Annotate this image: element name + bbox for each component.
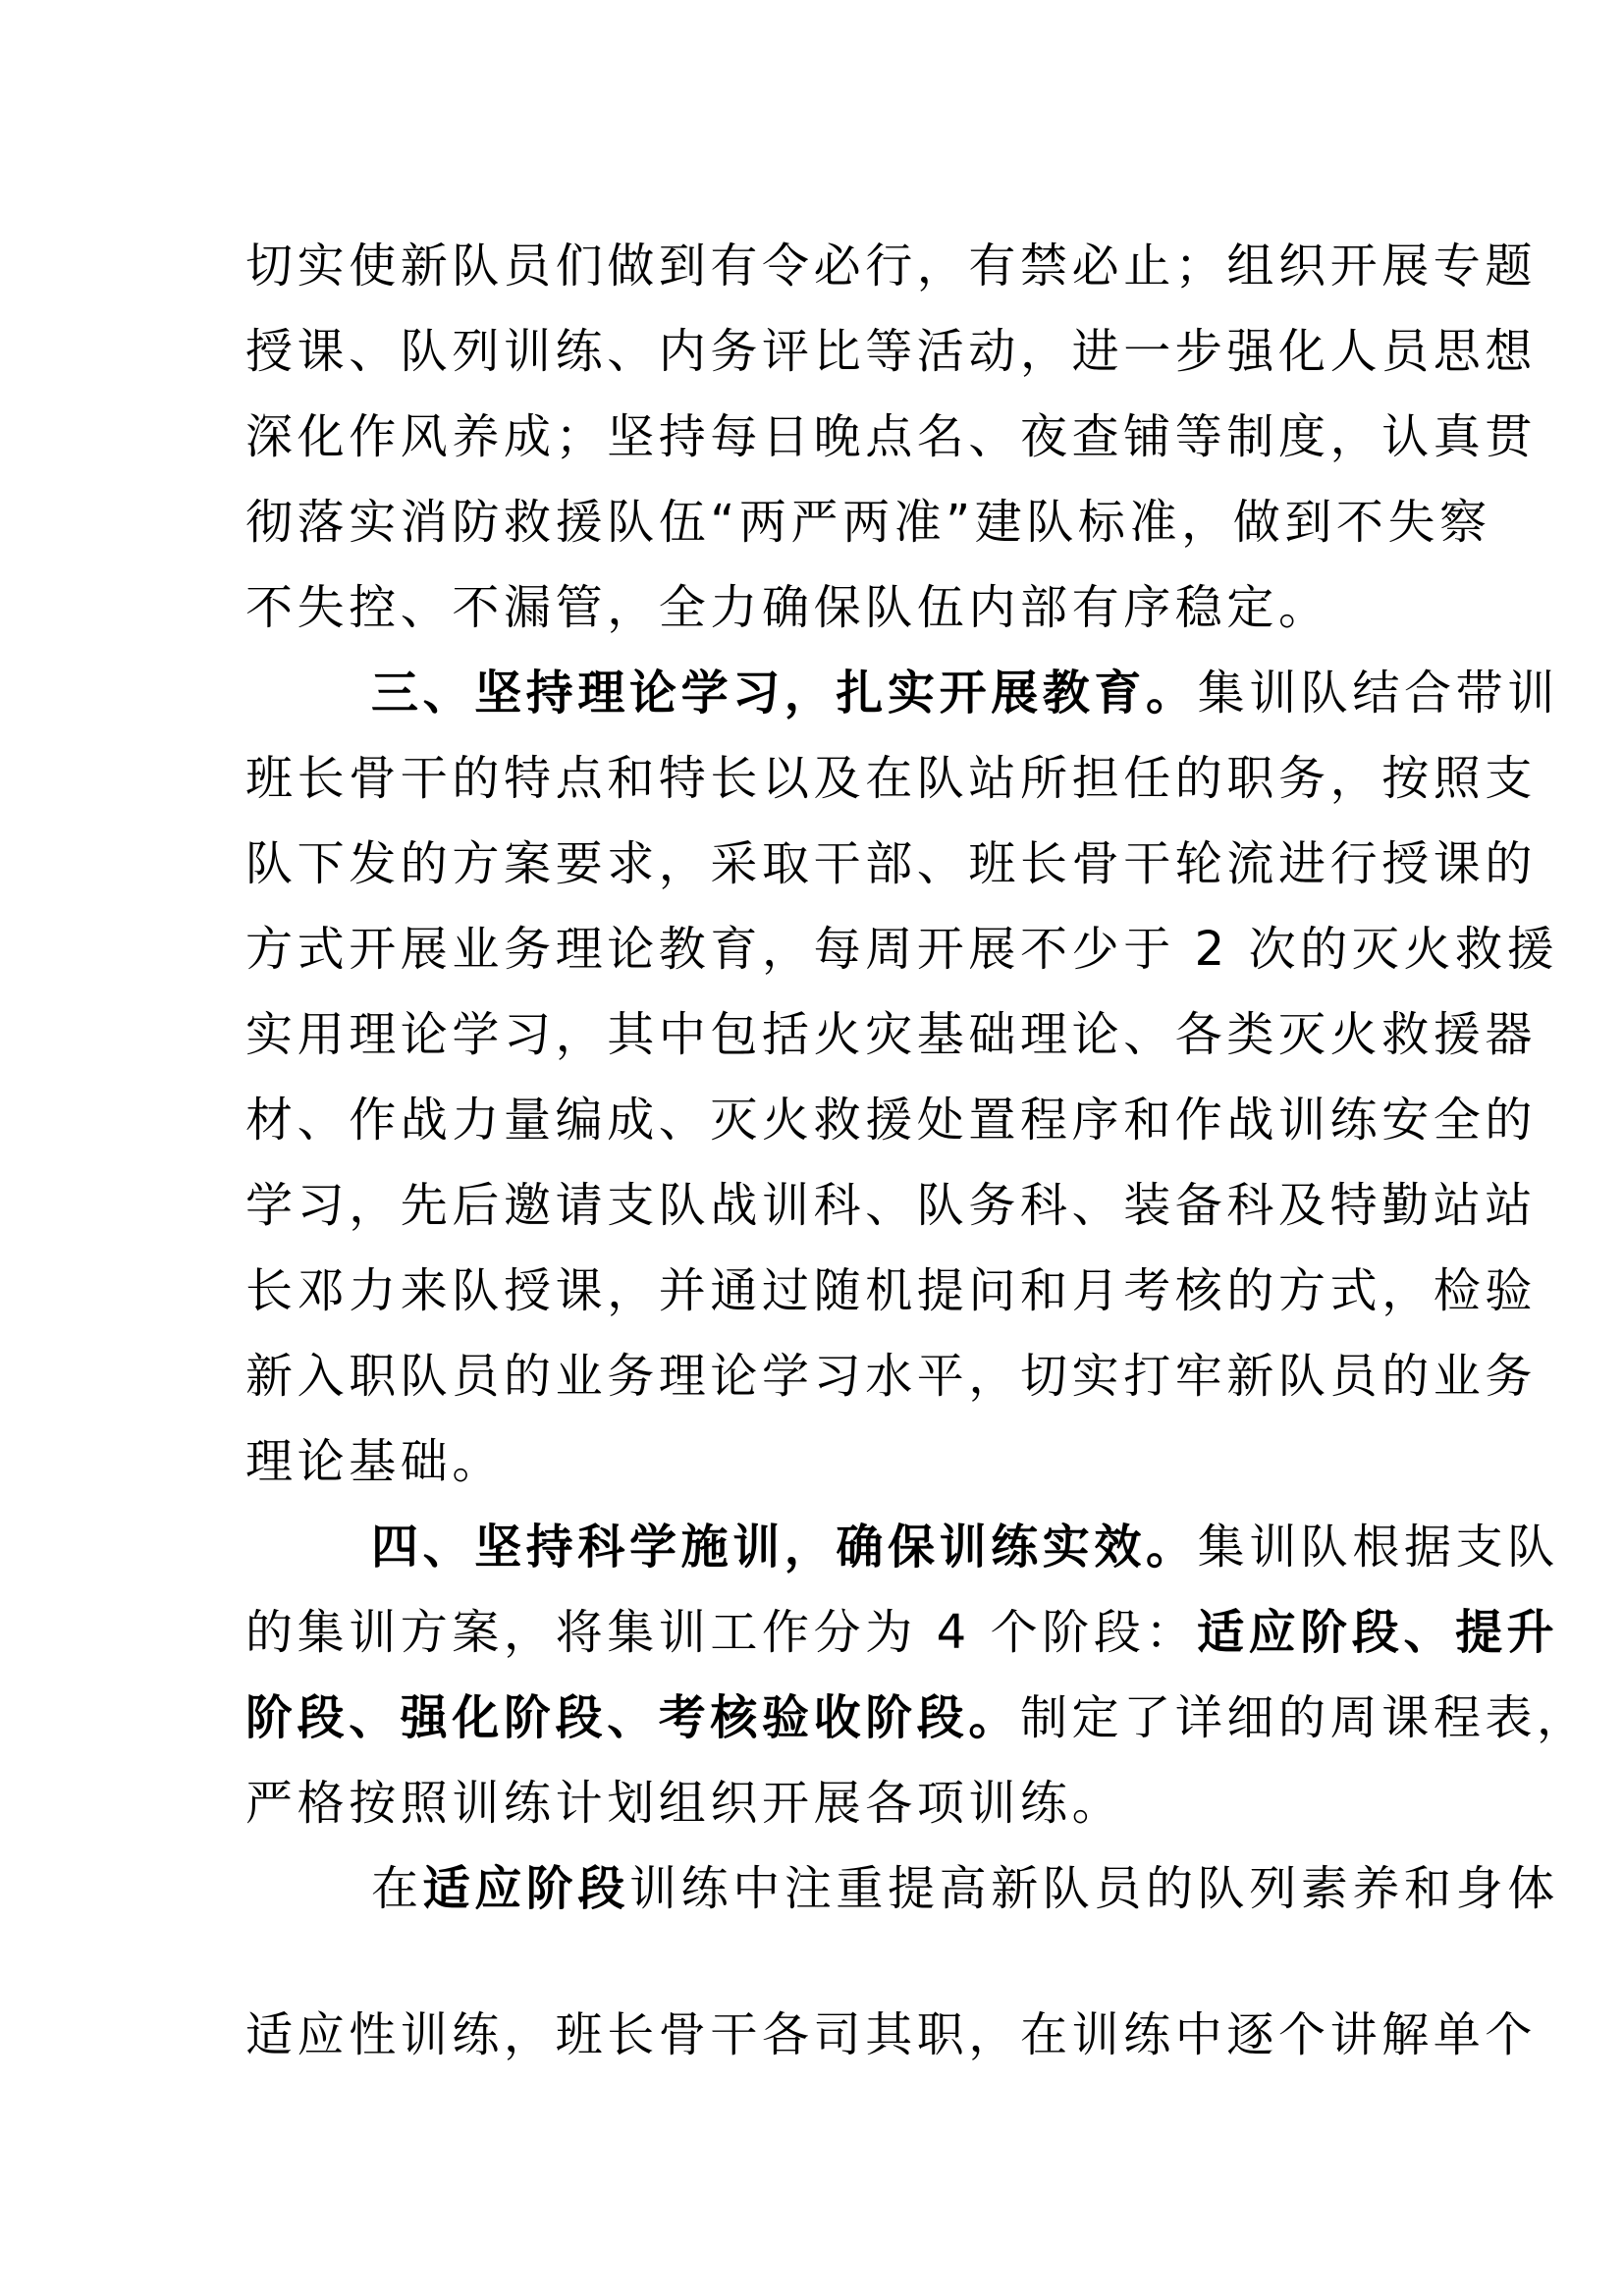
text-line: 实用理论学习，其中包括火灾基础理论、各类灭火救援器 (245, 1007, 1538, 1062)
text-line: 适应性训练，班长骨干各司其职，在训练中逐个讲解单个 (245, 2007, 1538, 2062)
text-line: 不失控、不漏管，全力确保队伍内部有序稳定。 (245, 580, 1330, 635)
text-line: 方式开展业务理论教育，每周开展不少于 2 次的灭火救援 (245, 922, 1559, 977)
document-page (245, 224, 1589, 2078)
section-heading: 四、坚持科学施训，确保训练实效。 (371, 1520, 1198, 1575)
spacer (245, 1932, 1394, 1993)
paragraph-adaptation-stage (245, 1846, 1559, 2078)
text-line (245, 1590, 1559, 1676)
bold-span: 适应阶段 (422, 1861, 630, 1916)
text-line: 队下发的方案要求，采取干部、班长骨干轮流进行授课的 (245, 836, 1538, 891)
bold-span: 适应阶段、提升 (1197, 1605, 1559, 1660)
bold-span: 阶段、强化阶段、考核验收阶段。 (245, 1690, 1021, 1745)
text-span: 训练中注重提高新队员的队列素养和身体 (629, 1861, 1559, 1916)
text-line: 严格按照训练计划组织开展各项训练。 (245, 1776, 1124, 1831)
text-line (245, 1676, 1589, 1761)
section-scientific-training (245, 1505, 1589, 1846)
text-line: 新入职队员的业务理论学习水平，切实打牢新队员的业务 (245, 1349, 1538, 1404)
text-line: 长邓力来队授课，并通过随机提问和月考核的方式，检验 (245, 1263, 1538, 1318)
text-line: 班长骨干的特点和特长以及在队站所担任的职务，按照支 (245, 751, 1538, 806)
section-first-line (245, 651, 1559, 736)
text-span: 的集训方案，将集训工作分为 4 个阶段： (245, 1605, 1198, 1660)
text-span: 制定了详细的周课程表， (1020, 1690, 1589, 1745)
section-heading: 三、坚持理论学习，扎实开展教育。 (371, 666, 1198, 721)
paragraph-discipline (245, 224, 1538, 651)
section-theory-study (245, 651, 1559, 1505)
text-line (245, 1846, 1559, 1932)
text-line: 学习，先后邀请支队战训科、队务科、装备科及特勤站站 (245, 1178, 1538, 1233)
text-span: 集训队结合带训 (1197, 666, 1559, 721)
text-span: 在 (371, 1861, 423, 1916)
text-span: 集训队根据支队 (1197, 1520, 1559, 1575)
text-line: 授课、队列训练、内务评比等活动，进一步强化人员思想 (245, 324, 1538, 379)
text-line: 深化作风养成；坚持每日晚点名、夜查铺等制度，认真贯 (245, 409, 1538, 464)
text-line: 切实使新队员们做到有令必行，有禁必止；组织开展专题 (245, 239, 1538, 294)
section-first-line (245, 1505, 1559, 1590)
text-line: 理论基础。 (245, 1434, 505, 1489)
text-line: 彻落实消防救援队伍“两严两准”建队标准，做到不失察 (245, 495, 1491, 550)
text-line: 材、作战力量编成、灭火救援处置程序和作战训练安全的 (245, 1093, 1538, 1148)
